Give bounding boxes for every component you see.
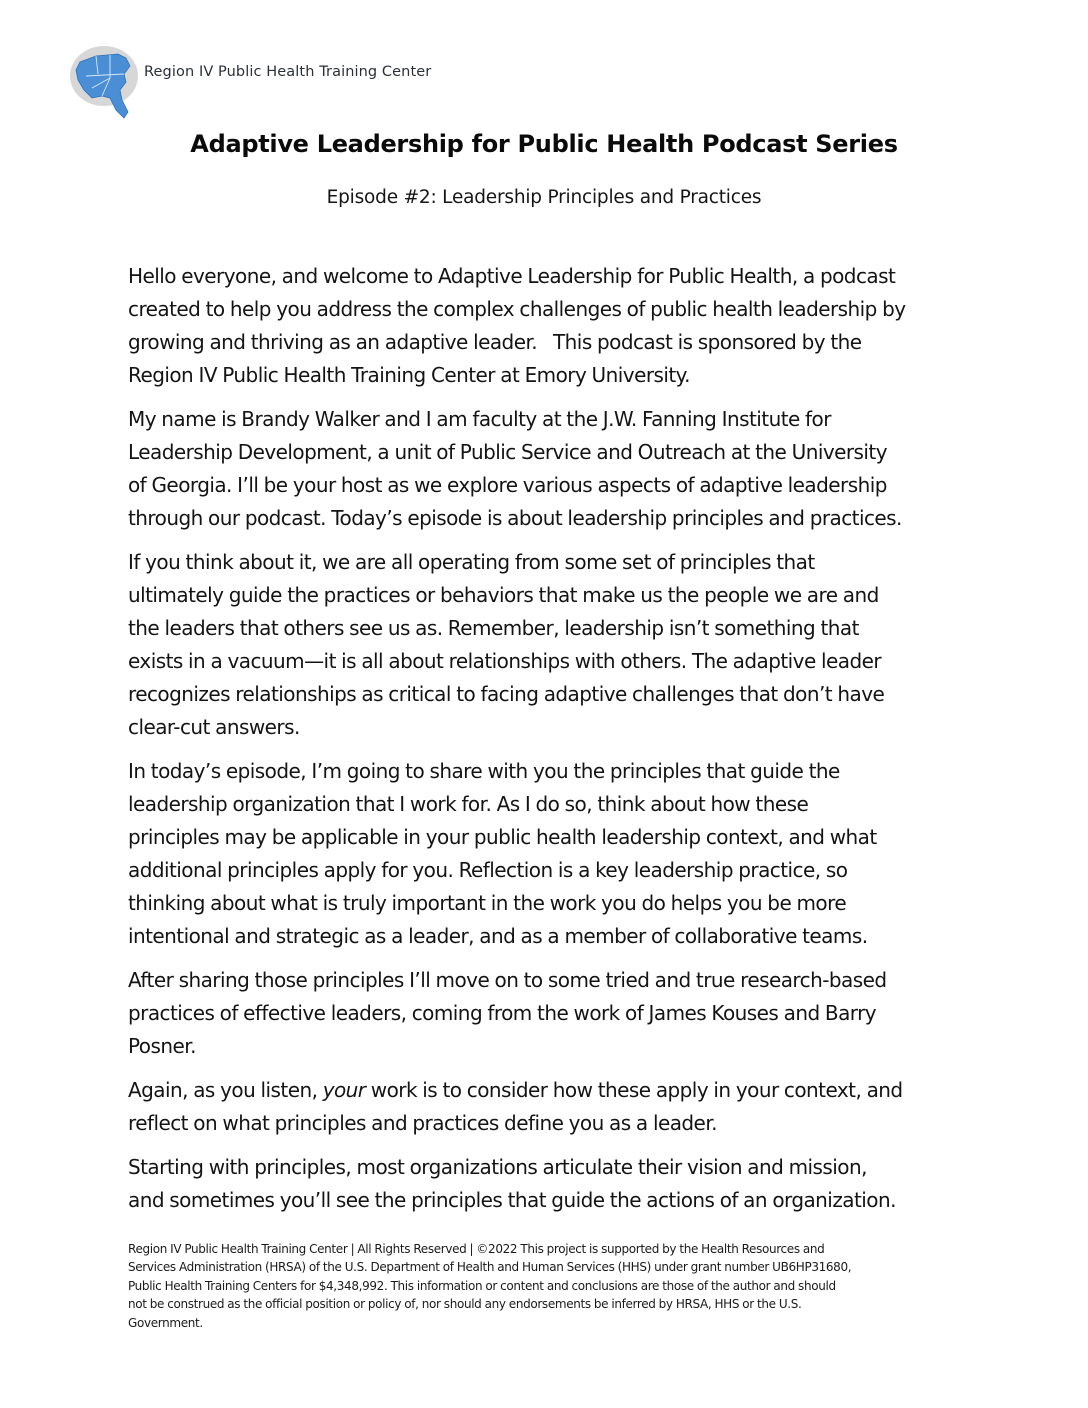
paragraph-reflection	[128, 1074, 968, 1140]
paragraph-practices	[128, 964, 968, 1063]
text-line	[128, 1074, 968, 1107]
paragraph-starting-principles	[128, 1151, 968, 1217]
text-line: principles may be applicable in your public health leadership context, and what	[128, 825, 877, 849]
text-line: of Georgia. I’ll be your host as we explore various aspects of adaptive leadership	[128, 473, 887, 497]
text-line: Posner.	[128, 1034, 196, 1058]
text-line: practices of effective leaders, coming from the work of James Kouses and Barry	[128, 1001, 877, 1025]
text-line: and sometimes you’ll see the principles that guide the actions of an organization.	[128, 1188, 896, 1212]
text-line: the leaders that others see us as. Remember, leadership isn’t something that	[128, 616, 859, 640]
page-footer	[128, 1240, 964, 1332]
document-title: Adaptive Leadership for Public Health Podcast Series	[190, 130, 898, 158]
footer-line: Government.	[128, 1315, 203, 1330]
footer-line: Public Health Training Centers for $4,348,992. This information or content and conclusions are those of the author and should	[128, 1278, 836, 1293]
text-line: through our podcast. Today’s episode is about leadership principles and practices.	[128, 506, 902, 530]
text-line: created to help you address the complex challenges of public health leadership by	[128, 297, 906, 321]
text-line: Region IV Public Health Training Center at Emory University.	[128, 363, 690, 387]
emphasis-your: your	[322, 1078, 366, 1102]
text-line: reflect on what principles and practices define you as a leader.	[128, 1111, 717, 1135]
episode-subtitle: Episode #2: Leadership Principles and Practices	[326, 187, 762, 208]
transcript-body	[128, 260, 968, 1228]
text-line: In today’s episode, I’m going to share with you the principles that guide the	[128, 759, 840, 783]
text-line: thinking about what is truly important in the work you do helps you be more	[128, 891, 847, 915]
text-run: Again, as you listen,	[128, 1078, 323, 1102]
paragraph-principles	[128, 546, 968, 744]
footer-line: Region IV Public Health Training Center | All Rights Reserved | ©2022 This project is supported by the Health Resources and	[128, 1242, 825, 1256]
text-line: exists in a vacuum—it is all about relationships with others. The adaptive leader	[128, 649, 882, 673]
header-logo	[66, 40, 446, 120]
text-line: intentional and strategic as a leader, and as a member of collaborative teams.	[128, 924, 868, 948]
text-run: work is to consider how these apply in your context, and	[365, 1078, 903, 1102]
text-line: growing and thriving as an adaptive leader. This podcast is sponsored by the	[128, 330, 862, 354]
text-line: ultimately guide the practices or behaviors that make us the people we are and	[128, 583, 879, 607]
southeast-us-map-logo-icon	[66, 40, 150, 120]
paragraph-episode-overview	[128, 755, 968, 953]
text-line: My name is Brandy Walker and I am faculty at the J.W. Fanning Institute for	[128, 407, 831, 431]
paragraph-intro	[128, 260, 968, 392]
text-line: If you think about it, we are all operating from some set of principles that	[128, 550, 815, 574]
text-line: additional principles apply for you. Reflection is a key leadership practice, so	[128, 858, 848, 882]
footer-line: not be construed as the official position or policy of, nor should any endorsements be inferred by HRSA, HHS or the U.S.	[128, 1297, 802, 1312]
paragraph-host	[128, 403, 968, 535]
text-line: After sharing those principles I’ll move on to some tried and true research-based	[128, 968, 887, 992]
text-line: Starting with principles, most organizations articulate their vision and mission,	[128, 1155, 867, 1179]
text-line: leadership organization that I work for. As I do so, think about how these	[128, 792, 809, 816]
footer-line: Services Administration (HRSA) of the U.S. Department of Health and Human Services (HHS) under grant number UB6HP31680,	[128, 1260, 852, 1275]
text-line: clear-cut answers.	[128, 715, 300, 739]
text-line: recognizes relationships as critical to facing adaptive challenges that don’t have	[128, 682, 885, 706]
text-line: Leadership Development, a unit of Public Service and Outreach at the University	[128, 440, 888, 464]
text-line: Hello everyone, and welcome to Adaptive Leadership for Public Health, a podcast	[128, 264, 896, 288]
org-name: Region IV Public Health Training Center	[144, 64, 432, 80]
